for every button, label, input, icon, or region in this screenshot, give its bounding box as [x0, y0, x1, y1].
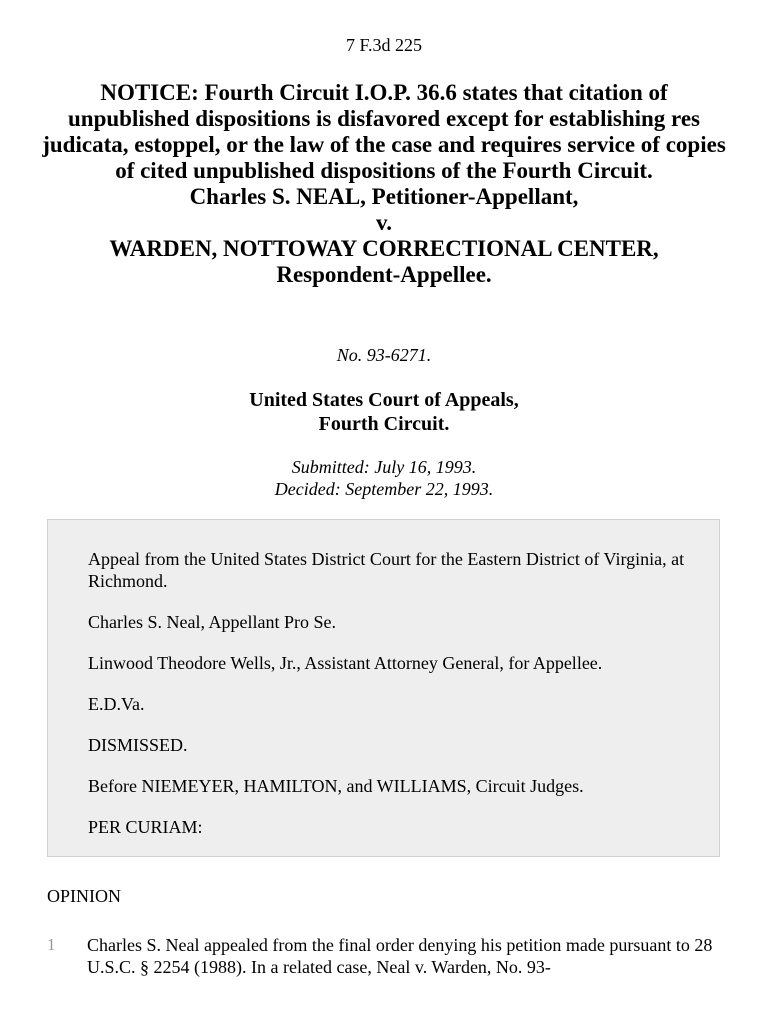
paragraph-number: 1 [47, 935, 56, 954]
decided-date: Decided: September 22, 1993. [274, 479, 494, 499]
court-name-line-1: United States Court of Appeals, [249, 389, 519, 411]
appellee-counsel-text: Linwood Theodore Wells, Jr., Assistant Attorney General, for Appellee. [88, 653, 603, 673]
court-name [0, 388, 768, 436]
case-heading [40, 80, 728, 288]
case-summary-box [47, 519, 720, 857]
paragraph-text: Charles S. Neal appealed from the final order denying his petition made pursuant to 28 U.S.C. § 2254 (1988). In a related case, Neal v. Warden, No. 93- [87, 935, 713, 977]
versus-text: v. [376, 210, 392, 235]
docket-number: No. 93-6271. [336, 345, 432, 365]
case-dates [0, 456, 768, 500]
petitioner-name: Charles S. NEAL, Petitioner-Appellant, [189, 184, 579, 209]
disposition-text: DISMISSED. [88, 735, 188, 755]
panel-text: Before NIEMEYER, HAMILTON, and WILLIAMS, Circuit Judges. [88, 776, 584, 796]
respondent-name: WARDEN, NOTTOWAY CORRECTIONAL CENTER, [109, 236, 659, 261]
appellant-counsel-text: Charles S. Neal, Appellant Pro Se. [88, 612, 336, 632]
submitted-date: Submitted: July 16, 1993. [291, 457, 477, 477]
appeal-from-text: Appeal from the United States District Court for the Eastern District of Virginia, at Richmond. [88, 549, 685, 591]
opinion-label: OPINION [47, 886, 121, 906]
notice-text: NOTICE: Fourth Circuit I.O.P. 36.6 states that citation of unpublished dispositions is disfavored except for establishing res judicata, estoppel, or the law of the case and requires service of copies of cited unpublished dispositions of the Fourth Circuit. [42, 80, 726, 183]
case-citation: 7 F.3d 225 [345, 35, 423, 55]
district-text: E.D.Va. [88, 694, 145, 714]
per-curiam-text: PER CURIAM: [88, 817, 203, 837]
court-name-line-2: Fourth Circuit. [318, 413, 450, 435]
respondent-role: Respondent-Appellee. [276, 262, 492, 287]
